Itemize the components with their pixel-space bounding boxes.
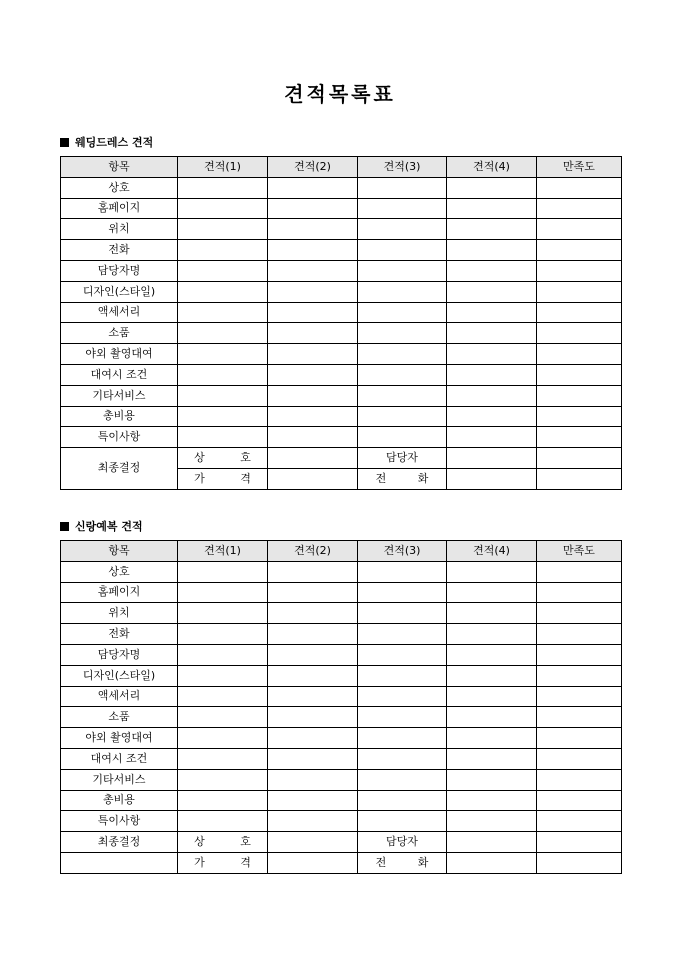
final-cell[interactable] bbox=[537, 832, 622, 853]
row-label: 상호 bbox=[61, 177, 178, 198]
row-label: 액세서리 bbox=[61, 302, 178, 323]
estimate-2-cell[interactable] bbox=[268, 427, 358, 448]
row-label: 전화 bbox=[61, 240, 178, 261]
estimate-3-cell[interactable] bbox=[358, 406, 447, 427]
estimate-3-cell[interactable] bbox=[358, 644, 447, 665]
estimate-1-cell[interactable] bbox=[178, 707, 268, 728]
satisfaction-cell[interactable] bbox=[537, 323, 622, 344]
table-row bbox=[61, 302, 622, 323]
estimate-2-cell[interactable] bbox=[268, 406, 358, 427]
row-label: 특이사항 bbox=[61, 427, 178, 448]
satisfaction-cell[interactable] bbox=[537, 364, 622, 385]
row-label: 담당자명 bbox=[61, 260, 178, 281]
satisfaction-cell[interactable] bbox=[537, 665, 622, 686]
final-decision-label: 최종결정 bbox=[61, 832, 178, 853]
estimate-4-cell[interactable] bbox=[447, 603, 537, 624]
estimate-1-cell[interactable] bbox=[178, 219, 268, 240]
table-row bbox=[61, 686, 622, 707]
estimate-1-cell[interactable] bbox=[178, 198, 268, 219]
row-label: 야외 촬영대여 bbox=[61, 728, 178, 749]
estimate-4-cell[interactable] bbox=[447, 769, 537, 790]
table-row bbox=[61, 240, 622, 261]
estimate-1-cell[interactable] bbox=[178, 728, 268, 749]
estimate-4-cell[interactable] bbox=[447, 790, 537, 811]
estimate-3-cell[interactable] bbox=[358, 665, 447, 686]
satisfaction-cell[interactable] bbox=[537, 728, 622, 749]
header-item: 항목 bbox=[61, 157, 178, 178]
final-decision-row bbox=[61, 832, 622, 853]
estimate-1-cell[interactable] bbox=[178, 260, 268, 281]
estimate-3-cell[interactable] bbox=[358, 364, 447, 385]
table-row bbox=[61, 281, 622, 302]
final-cell[interactable] bbox=[537, 852, 622, 873]
satisfaction-cell[interactable] bbox=[537, 624, 622, 645]
estimate-4-cell[interactable] bbox=[447, 240, 537, 261]
estimate-2-cell[interactable] bbox=[268, 198, 358, 219]
satisfaction-cell[interactable] bbox=[537, 686, 622, 707]
wedding-dress-estimate-table bbox=[60, 156, 622, 490]
satisfaction-cell[interactable] bbox=[537, 707, 622, 728]
final-manager-label: 담당자 bbox=[358, 448, 447, 469]
final-cell[interactable] bbox=[537, 448, 622, 469]
final-phone-value[interactable] bbox=[447, 852, 537, 873]
estimate-1-cell[interactable] bbox=[178, 790, 268, 811]
estimate-1-cell[interactable] bbox=[178, 364, 268, 385]
table-row bbox=[61, 624, 622, 645]
estimate-2-cell[interactable] bbox=[268, 811, 358, 832]
estimate-1-cell[interactable] bbox=[178, 769, 268, 790]
estimate-1-cell[interactable] bbox=[178, 603, 268, 624]
estimate-2-cell[interactable] bbox=[268, 385, 358, 406]
satisfaction-cell[interactable] bbox=[537, 561, 622, 582]
estimate-3-cell[interactable] bbox=[358, 344, 447, 365]
estimate-2-cell[interactable] bbox=[268, 748, 358, 769]
satisfaction-cell[interactable] bbox=[537, 603, 622, 624]
estimate-4-cell[interactable] bbox=[447, 582, 537, 603]
satisfaction-cell[interactable] bbox=[537, 240, 622, 261]
row-label: 소품 bbox=[61, 707, 178, 728]
estimate-3-cell[interactable] bbox=[358, 582, 447, 603]
final-price-value[interactable] bbox=[268, 468, 358, 489]
estimate-2-cell[interactable] bbox=[268, 769, 358, 790]
satisfaction-cell[interactable] bbox=[537, 811, 622, 832]
estimate-2-cell[interactable] bbox=[268, 260, 358, 281]
estimate-2-cell[interactable] bbox=[268, 665, 358, 686]
final-decision-blank[interactable] bbox=[61, 852, 178, 873]
final-price-value[interactable] bbox=[268, 852, 358, 873]
section-heading-wedding-dress bbox=[60, 134, 153, 150]
satisfaction-cell[interactable] bbox=[537, 406, 622, 427]
estimate-3-cell[interactable] bbox=[358, 707, 447, 728]
estimate-1-cell[interactable] bbox=[178, 561, 268, 582]
estimate-3-cell[interactable] bbox=[358, 385, 447, 406]
row-label: 전화 bbox=[61, 624, 178, 645]
estimate-3-cell[interactable] bbox=[358, 790, 447, 811]
estimate-2-cell[interactable] bbox=[268, 177, 358, 198]
estimate-1-cell[interactable] bbox=[178, 582, 268, 603]
estimate-3-cell[interactable] bbox=[358, 624, 447, 645]
row-label: 대여시 조건 bbox=[61, 748, 178, 769]
estimate-4-cell[interactable] bbox=[447, 561, 537, 582]
final-decision-row bbox=[61, 852, 622, 873]
table-header-row bbox=[61, 541, 622, 562]
estimate-2-cell[interactable] bbox=[268, 582, 358, 603]
header-estimate-2: 견적(2) bbox=[268, 541, 358, 562]
final-price-label: 가 격 bbox=[178, 468, 268, 489]
table-row bbox=[61, 219, 622, 240]
table-header-row bbox=[61, 157, 622, 178]
table-row bbox=[61, 406, 622, 427]
table-row bbox=[61, 177, 622, 198]
estimate-3-cell[interactable] bbox=[358, 603, 447, 624]
table-row bbox=[61, 364, 622, 385]
row-label: 담당자명 bbox=[61, 644, 178, 665]
table-row bbox=[61, 427, 622, 448]
final-manager-label: 담당자 bbox=[358, 832, 447, 853]
estimate-2-cell[interactable] bbox=[268, 644, 358, 665]
satisfaction-cell[interactable] bbox=[537, 582, 622, 603]
estimate-2-cell[interactable] bbox=[268, 240, 358, 261]
row-label: 홈페이지 bbox=[61, 198, 178, 219]
table-row bbox=[61, 582, 622, 603]
square-bullet-icon bbox=[60, 138, 69, 147]
section-heading-text: 신랑예복 견적 bbox=[75, 520, 143, 533]
estimate-2-cell[interactable] bbox=[268, 790, 358, 811]
estimate-4-cell[interactable] bbox=[447, 364, 537, 385]
estimate-3-cell[interactable] bbox=[358, 323, 447, 344]
estimate-1-cell[interactable] bbox=[178, 177, 268, 198]
header-estimate-3: 견적(3) bbox=[358, 157, 447, 178]
final-manager-value[interactable] bbox=[447, 832, 537, 853]
estimate-4-cell[interactable] bbox=[447, 177, 537, 198]
estimate-3-cell[interactable] bbox=[358, 561, 447, 582]
estimate-2-cell[interactable] bbox=[268, 561, 358, 582]
final-cell[interactable] bbox=[537, 468, 622, 489]
estimate-2-cell[interactable] bbox=[268, 624, 358, 645]
header-satisfaction: 만족도 bbox=[537, 541, 622, 562]
row-label: 대여시 조건 bbox=[61, 364, 178, 385]
table-row bbox=[61, 603, 622, 624]
table-row bbox=[61, 644, 622, 665]
final-phone-label: 전 화 bbox=[358, 852, 447, 873]
header-estimate-4: 견적(4) bbox=[447, 157, 537, 178]
estimate-3-cell[interactable] bbox=[358, 769, 447, 790]
estimate-4-cell[interactable] bbox=[447, 281, 537, 302]
estimate-4-cell[interactable] bbox=[447, 302, 537, 323]
estimate-1-cell[interactable] bbox=[178, 427, 268, 448]
estimate-4-cell[interactable] bbox=[447, 406, 537, 427]
table-row bbox=[61, 323, 622, 344]
row-label: 기타서비스 bbox=[61, 385, 178, 406]
table-row bbox=[61, 790, 622, 811]
estimate-4-cell[interactable] bbox=[447, 728, 537, 749]
section-heading-groom-attire bbox=[60, 518, 143, 534]
table-row bbox=[61, 748, 622, 769]
table-row bbox=[61, 385, 622, 406]
estimate-4-cell[interactable] bbox=[447, 260, 537, 281]
estimate-3-cell[interactable] bbox=[358, 260, 447, 281]
satisfaction-cell[interactable] bbox=[537, 302, 622, 323]
estimate-2-cell[interactable] bbox=[268, 323, 358, 344]
row-label: 총비용 bbox=[61, 790, 178, 811]
square-bullet-icon bbox=[60, 522, 69, 531]
table-row bbox=[61, 561, 622, 582]
table-row bbox=[61, 665, 622, 686]
estimate-2-cell[interactable] bbox=[268, 728, 358, 749]
final-phone-label: 전 화 bbox=[358, 468, 447, 489]
satisfaction-cell[interactable] bbox=[537, 281, 622, 302]
estimate-4-cell[interactable] bbox=[447, 665, 537, 686]
estimate-2-cell[interactable] bbox=[268, 302, 358, 323]
row-label: 액세서리 bbox=[61, 686, 178, 707]
estimate-1-cell[interactable] bbox=[178, 323, 268, 344]
estimate-3-cell[interactable] bbox=[358, 198, 447, 219]
final-price-label: 가 격 bbox=[178, 852, 268, 873]
estimate-4-cell[interactable] bbox=[447, 385, 537, 406]
final-phone-value[interactable] bbox=[447, 468, 537, 489]
table-row bbox=[61, 260, 622, 281]
row-label: 상호 bbox=[61, 561, 178, 582]
estimate-4-cell[interactable] bbox=[447, 644, 537, 665]
final-manager-value[interactable] bbox=[447, 448, 537, 469]
estimate-3-cell[interactable] bbox=[358, 728, 447, 749]
row-label: 위치 bbox=[61, 603, 178, 624]
header-estimate-4: 견적(4) bbox=[447, 541, 537, 562]
estimate-1-cell[interactable] bbox=[178, 344, 268, 365]
estimate-4-cell[interactable] bbox=[447, 624, 537, 645]
estimate-1-cell[interactable] bbox=[178, 748, 268, 769]
estimate-1-cell[interactable] bbox=[178, 811, 268, 832]
satisfaction-cell[interactable] bbox=[537, 344, 622, 365]
header-estimate-1: 견적(1) bbox=[178, 157, 268, 178]
final-name-value[interactable] bbox=[268, 832, 358, 853]
row-label: 총비용 bbox=[61, 406, 178, 427]
table-row bbox=[61, 811, 622, 832]
estimate-1-cell[interactable] bbox=[178, 406, 268, 427]
satisfaction-cell[interactable] bbox=[537, 748, 622, 769]
estimate-1-cell[interactable] bbox=[178, 686, 268, 707]
estimate-2-cell[interactable] bbox=[268, 686, 358, 707]
estimate-3-cell[interactable] bbox=[358, 302, 447, 323]
table-row bbox=[61, 198, 622, 219]
estimate-1-cell[interactable] bbox=[178, 302, 268, 323]
satisfaction-cell[interactable] bbox=[537, 769, 622, 790]
table-row bbox=[61, 344, 622, 365]
estimate-3-cell[interactable] bbox=[358, 686, 447, 707]
row-label: 특이사항 bbox=[61, 811, 178, 832]
satisfaction-cell[interactable] bbox=[537, 644, 622, 665]
satisfaction-cell[interactable] bbox=[537, 385, 622, 406]
estimate-3-cell[interactable] bbox=[358, 281, 447, 302]
final-name-value[interactable] bbox=[268, 448, 358, 469]
satisfaction-cell[interactable] bbox=[537, 790, 622, 811]
estimate-1-cell[interactable] bbox=[178, 281, 268, 302]
header-estimate-1: 견적(1) bbox=[178, 541, 268, 562]
estimate-2-cell[interactable] bbox=[268, 707, 358, 728]
satisfaction-cell[interactable] bbox=[537, 219, 622, 240]
estimate-4-cell[interactable] bbox=[447, 198, 537, 219]
estimate-2-cell[interactable] bbox=[268, 364, 358, 385]
table-row bbox=[61, 707, 622, 728]
row-label: 디자인(스타일) bbox=[61, 281, 178, 302]
row-label: 소품 bbox=[61, 323, 178, 344]
page-title: 견적목록표 bbox=[284, 82, 396, 106]
header-satisfaction: 만족도 bbox=[537, 157, 622, 178]
satisfaction-cell[interactable] bbox=[537, 177, 622, 198]
header-estimate-3: 견적(3) bbox=[358, 541, 447, 562]
estimate-4-cell[interactable] bbox=[447, 344, 537, 365]
row-label: 디자인(스타일) bbox=[61, 665, 178, 686]
estimate-4-cell[interactable] bbox=[447, 219, 537, 240]
satisfaction-cell[interactable] bbox=[537, 260, 622, 281]
row-label: 기타서비스 bbox=[61, 769, 178, 790]
estimate-3-cell[interactable] bbox=[358, 811, 447, 832]
estimate-2-cell[interactable] bbox=[268, 344, 358, 365]
estimate-1-cell[interactable] bbox=[178, 385, 268, 406]
groom-attire-estimate-table bbox=[60, 540, 622, 874]
estimate-3-cell[interactable] bbox=[358, 177, 447, 198]
estimate-3-cell[interactable] bbox=[358, 748, 447, 769]
estimate-1-cell[interactable] bbox=[178, 624, 268, 645]
header-item: 항목 bbox=[61, 541, 178, 562]
row-label: 홈페이지 bbox=[61, 582, 178, 603]
estimate-1-cell[interactable] bbox=[178, 240, 268, 261]
final-name-label: 상 호 bbox=[178, 832, 268, 853]
estimate-4-cell[interactable] bbox=[447, 323, 537, 344]
estimate-3-cell[interactable] bbox=[358, 219, 447, 240]
satisfaction-cell[interactable] bbox=[537, 198, 622, 219]
estimate-1-cell[interactable] bbox=[178, 644, 268, 665]
table-row bbox=[61, 769, 622, 790]
estimate-2-cell[interactable] bbox=[268, 603, 358, 624]
header-estimate-2: 견적(2) bbox=[268, 157, 358, 178]
estimate-1-cell[interactable] bbox=[178, 665, 268, 686]
estimate-3-cell[interactable] bbox=[358, 240, 447, 261]
estimate-4-cell[interactable] bbox=[447, 811, 537, 832]
final-name-label: 상 호 bbox=[178, 448, 268, 469]
estimate-4-cell[interactable] bbox=[447, 427, 537, 448]
estimate-2-cell[interactable] bbox=[268, 281, 358, 302]
estimate-2-cell[interactable] bbox=[268, 219, 358, 240]
row-label: 위치 bbox=[61, 219, 178, 240]
row-label: 야외 촬영대여 bbox=[61, 344, 178, 365]
table-row bbox=[61, 728, 622, 749]
estimate-4-cell[interactable] bbox=[447, 686, 537, 707]
estimate-4-cell[interactable] bbox=[447, 748, 537, 769]
estimate-4-cell[interactable] bbox=[447, 707, 537, 728]
satisfaction-cell[interactable] bbox=[537, 427, 622, 448]
final-decision-label: 최종결정 bbox=[61, 448, 178, 490]
final-decision-row bbox=[61, 448, 622, 469]
estimate-3-cell[interactable] bbox=[358, 427, 447, 448]
section-heading-text: 웨딩드레스 견적 bbox=[75, 136, 154, 149]
